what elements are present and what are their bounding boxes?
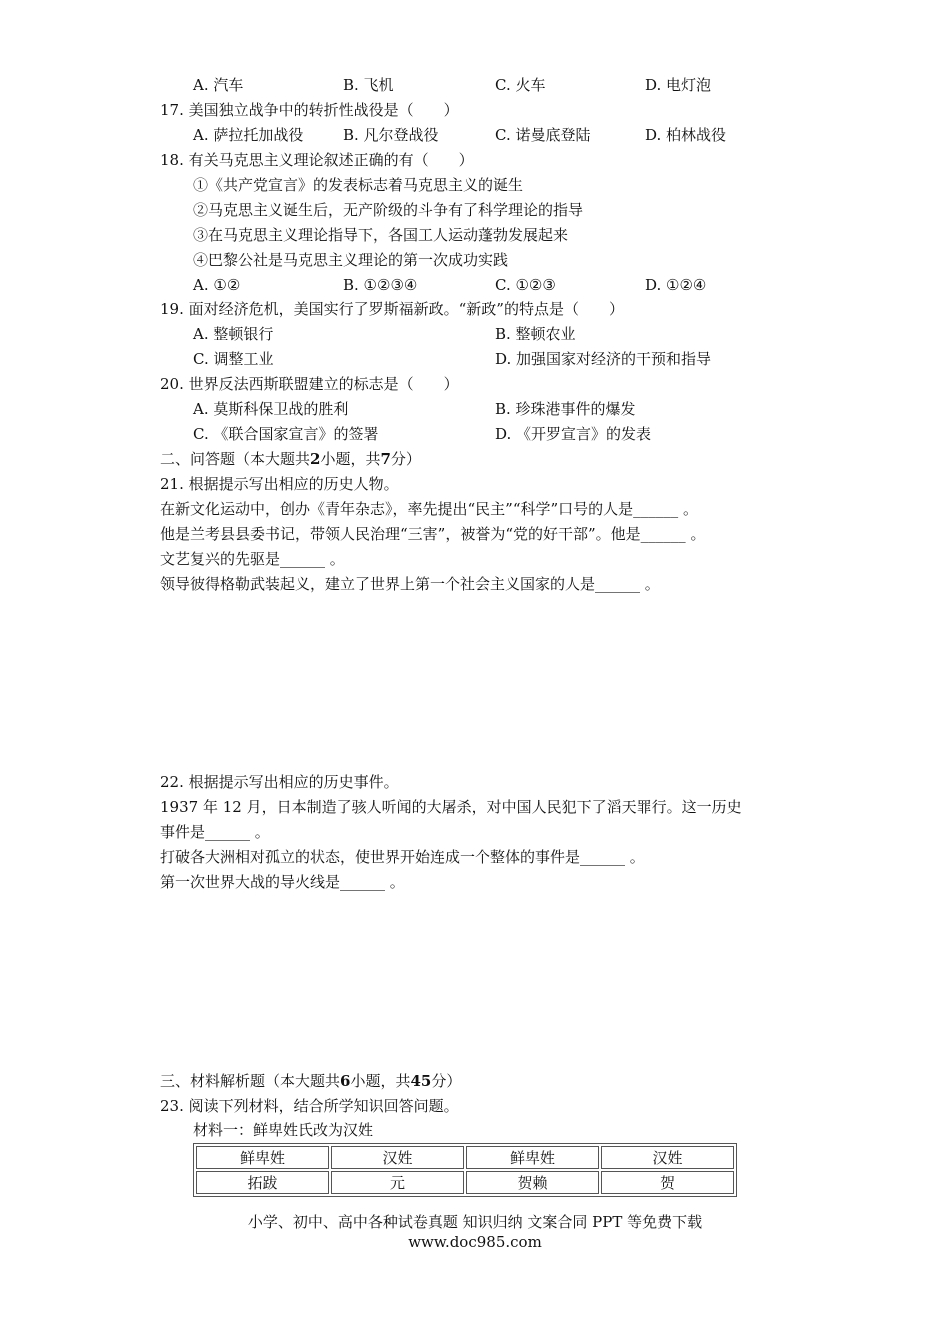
table-header-cell: 鲜卑姓 (466, 1146, 599, 1169)
q21-stem: 21. 根据提示写出相应的历史人物。 (160, 475, 399, 493)
q21-line-1: 在新文化运动中，创办《青年杂志》，率先提出“民主”“科学”口号的人是______ 。 (160, 500, 698, 518)
q21-line-2: 他是兰考县县委书记，带领人民治理“三害”，被誉为“党的好干部”。他是______ 。 (160, 525, 706, 543)
footer-text: 小学、初中、高中各种试卷真题 知识归纳 文案合同 PPT 等免费下载 (247, 1213, 703, 1231)
q20-option-c: C. 《联合国家宣言》的签署 (193, 425, 379, 443)
q20-options-row1 (0, 398, 950, 420)
section3-heading (160, 1070, 461, 1092)
table-row (196, 1171, 734, 1194)
q18-options (0, 274, 950, 296)
q22-line-3: 打破各大洲相对孤立的状态，使世界开始连成一个整体的事件是______ 。 (160, 848, 645, 866)
q18-statement-1: ①《共产党宣言》的发表标志着马克思主义的诞生 (193, 176, 524, 194)
q18-option-b: B. ①②③④ (343, 276, 418, 294)
table-header-cell: 鲜卑姓 (196, 1146, 329, 1169)
q16-option-b: B. 飞机 (343, 76, 394, 94)
q16-option-d: D. 电灯泡 (645, 76, 712, 94)
q20-stem: 20. 世界反法西斯联盟建立的标志是（ ） (160, 375, 459, 393)
q22-line-4: 第一次世界大战的导火线是______ 。 (160, 873, 405, 891)
section3-mid: 小题，共 (350, 1072, 411, 1090)
q17-option-b: B. 凡尔登战役 (343, 126, 439, 144)
q17-option-d: D. 柏林战役 (645, 126, 727, 144)
section3-count: 6 (340, 1072, 351, 1090)
section2-heading (160, 448, 421, 470)
section2-suffix: 分） (390, 450, 421, 468)
section2-count: 2 (310, 450, 321, 468)
q21-line-3: 文艺复兴的先驱是______ 。 (160, 550, 345, 568)
section2-mid: 小题，共 (320, 450, 381, 468)
section3-suffix: 分） (431, 1072, 462, 1090)
q18-stem: 18. 有关马克思主义理论叙述正确的有（ ） (160, 151, 474, 169)
q19-options-row2 (0, 348, 950, 370)
q19-option-d: D. 加强国家对经济的干预和指导 (495, 350, 712, 368)
q19-option-a: A. 整顿银行 (193, 325, 274, 343)
q18-statement-2: ②马克思主义诞生后，无产阶级的斗争有了科学理论的指导 (193, 201, 584, 219)
q16-option-a: A. 汽车 (193, 76, 244, 94)
section3-score: 45 (410, 1072, 432, 1090)
footer-url: www.doc985.com (408, 1233, 542, 1251)
q20-option-d: D. 《开罗宣言》的发表 (495, 425, 652, 443)
q19-option-b: B. 整顿农业 (495, 325, 576, 343)
section3-prefix: 三、材料解析题（本大题共 (160, 1072, 341, 1090)
q23-stem: 23. 阅读下列材料，结合所学知识回答问题。 (160, 1097, 459, 1115)
table-header-cell: 汉姓 (601, 1146, 734, 1169)
q22-stem: 22. 根据提示写出相应的历史事件。 (160, 773, 399, 791)
q18-option-a: A. ①② (193, 276, 241, 294)
q19-option-c: C. 调整工业 (193, 350, 274, 368)
q18-option-d: D. ①②④ (645, 276, 707, 294)
table-cell: 拓跋 (196, 1171, 329, 1194)
q16-option-c: C. 火车 (495, 76, 546, 94)
section2-prefix: 二、问答题（本大题共 (160, 450, 311, 468)
q19-options-row1 (0, 323, 950, 345)
q22-line-1: 1937 年 12 月，日本制造了骇人听闻的大屠杀，对中国人民犯下了滔天罪行。这一历史 (160, 798, 742, 816)
q17-option-c: C. 诺曼底登陆 (495, 126, 591, 144)
q18-option-c: C. ①②③ (495, 276, 556, 294)
section2-score: 7 (380, 450, 391, 468)
table-header-cell: 汉姓 (331, 1146, 464, 1169)
table-cell: 元 (331, 1171, 464, 1194)
q17-stem: 17. 美国独立战争中的转折性战役是（ ） (160, 101, 459, 119)
q21-line-4: 领导彼得格勒武装起义，建立了世界上第一个社会主义国家的人是______ 。 (160, 575, 660, 593)
q20-option-a: A. 莫斯科保卫战的胜利 (193, 400, 349, 418)
q17-options (0, 124, 950, 146)
surname-table (193, 1143, 737, 1197)
q18-statement-4: ④巴黎公社是马克思主义理论的第一次成功实践 (193, 251, 509, 269)
q16-options (0, 74, 950, 96)
q20-options-row2 (0, 423, 950, 445)
q23-material-title: 材料一：鲜卑姓氏改为汉姓 (193, 1121, 374, 1139)
table-cell: 贺赖 (466, 1171, 599, 1194)
q22-line-2: 事件是______ 。 (160, 823, 270, 841)
q17-option-a: A. 萨拉托加战役 (193, 126, 304, 144)
table-cell: 贺 (601, 1171, 734, 1194)
q19-stem: 19. 面对经济危机，美国实行了罗斯福新政。“新政”的特点是（ ） (160, 300, 624, 318)
q20-option-b: B. 珍珠港事件的爆发 (495, 400, 636, 418)
table-header-row (196, 1146, 734, 1169)
q18-statement-3: ③在马克思主义理论指导下，各国工人运动蓬勃发展起来 (193, 226, 569, 244)
